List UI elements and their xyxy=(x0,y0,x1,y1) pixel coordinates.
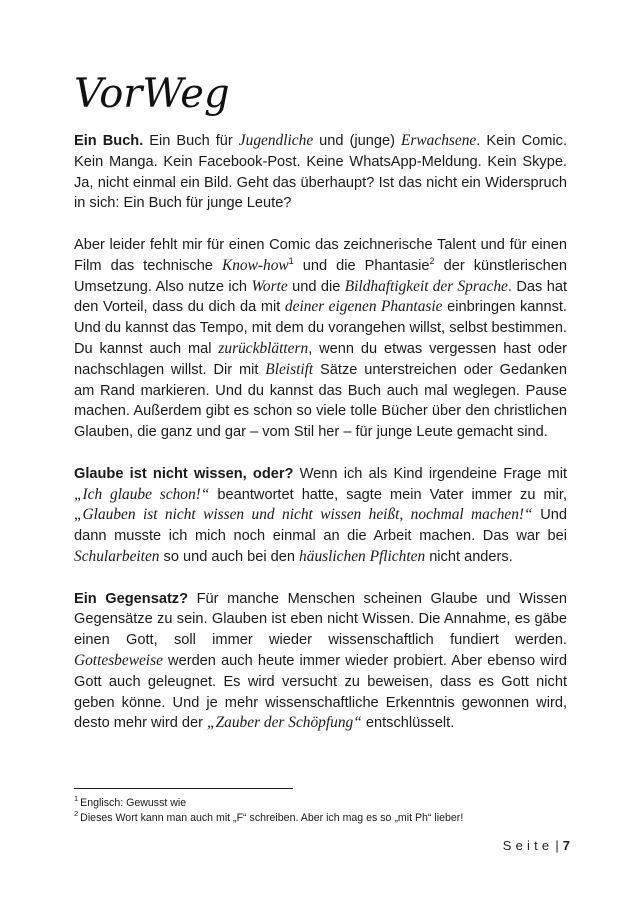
paragraph-gegensatz xyxy=(74,589,567,735)
emphasis: „Glauben ist nicht wissen und nicht wissen heißt, nochmal machen!“ xyxy=(74,506,533,524)
text-run: Wenn ich als Kind irgendeine Frage mit xyxy=(293,465,568,482)
text-run: Aber leider fehlt mir für einen Comic das zeichnerische Talent und für einen Film das technische xyxy=(74,236,567,274)
emphasis: Jugendliche xyxy=(238,132,314,149)
footnote-text: Dieses Wort kann man auch mit „F“ schreiben. Aber ich mag es so „mit Ph“ lieber! xyxy=(80,812,464,824)
text-run: werden auch heute immer wieder probiert. Aber ebenso wird Gott auch geleugnet. Es wird versucht zu beweisen, dass es Gott nicht geben könne. Und je mehr wissenschaftliche Erkenntnis gewonnen wird, desto mehr wird der xyxy=(74,652,567,732)
paragraph-ein-buch xyxy=(74,131,567,214)
text-run: nicht anders. xyxy=(425,548,513,565)
text-run: . Kein Comic. Kein Manga. Kein Facebook-Post. Keine WhatsApp-Meldung. Kein Skype. Ja, nicht einmal ein Bild. Geht das überhaupt? Ist das nicht ein Widerspruch in sich: Ein Buch für junge Leute? xyxy=(74,133,567,212)
emphasis: zurückblättern xyxy=(218,339,309,357)
emphasis: „Zauber der Schöpfung“ xyxy=(207,714,362,732)
text-run: einbringen kannst. Und du kannst das Tempo, mit dem du vorangehen willst, selbst bestimmen. Du kannst auch mal xyxy=(74,299,567,357)
emphasis: Bildhaftigkeit der Sprache xyxy=(344,277,508,295)
text-run: so und auch bei den xyxy=(159,548,300,565)
footnote-ref[interactable]: 2 xyxy=(429,255,435,266)
paragraph-glaube xyxy=(74,464,567,568)
emphasis: Worte xyxy=(251,277,288,295)
footnote-number: 2 xyxy=(74,809,79,819)
chapter-title: VorWeg xyxy=(74,71,230,117)
footnote-1 xyxy=(74,796,567,811)
emphasis: häuslichen Pflichten xyxy=(299,547,426,565)
text-run: Und dann musste ich mich noch einmal an die Arbeit machen. Das war bei xyxy=(74,507,568,545)
text-run: der künstlerischen Umsetzung. Also nutze ich xyxy=(74,257,567,295)
page-number-value: 7 xyxy=(562,838,570,853)
text-run: beantwortet hatte, sagte mein Vater immer zu mir, xyxy=(209,486,568,503)
paragraph-talent xyxy=(74,235,567,443)
footnote-number: 1 xyxy=(74,794,79,804)
paragraph-lead: Ein Buch. xyxy=(74,133,144,149)
emphasis: Gottesbeweise xyxy=(74,651,163,669)
text-run: und die xyxy=(287,278,345,295)
footnotes xyxy=(74,796,567,826)
page-label: Seite xyxy=(502,838,554,853)
footnote-2 xyxy=(74,811,567,826)
emphasis: Schularbeiten xyxy=(74,547,160,565)
text-run: Sätze unterstreichen oder Gedanken am Rand markieren. Und du kannst das Buch auch mal weglegen. Pause machen. Außerdem gibt es schon so viele tolle Bücher über den christlichen Glauben, die ganz und gar – vom Stil her – für junge Leute gemacht sind. xyxy=(74,361,567,441)
body-text xyxy=(74,131,567,755)
text-run: , wenn du etwas vergessen hast oder nachschlagen willst. Dir mit xyxy=(74,340,567,378)
footnote-text: Englisch: Gewusst wie xyxy=(80,797,187,809)
text-run: Ein Buch für xyxy=(143,133,239,149)
footnote-ref[interactable]: 1 xyxy=(288,255,294,266)
footnote-divider xyxy=(74,788,293,789)
emphasis: „Ich glaube schon!“ xyxy=(74,485,210,503)
page-separator: | xyxy=(555,838,559,853)
text-run: und die Phantasie xyxy=(293,257,430,274)
text-run: . Das hat den Vorteil, dass du dich da mit xyxy=(74,278,567,316)
text-run: und (junge) xyxy=(313,133,402,149)
emphasis: Bleistift xyxy=(265,360,314,378)
page-number xyxy=(503,838,570,853)
paragraph-lead: Glaube ist nicht wissen, oder? xyxy=(74,465,294,482)
emphasis: Erwachsene xyxy=(401,132,477,149)
text-run: Für manche Menschen scheinen Glaube und Wissen Gegensätze zu sein. Glauben ist eben nicht Wissen. Die Annahme, es gäbe einen Gott, soll immer wieder wissenschaftlich fundiert werden. xyxy=(74,590,567,649)
emphasis: deiner eigenen Phantasie xyxy=(284,298,443,316)
paragraph-lead: Ein Gegensatz? xyxy=(74,590,189,607)
text-run: entschlüsselt. xyxy=(361,715,455,732)
emphasis: Know-how xyxy=(221,256,289,274)
